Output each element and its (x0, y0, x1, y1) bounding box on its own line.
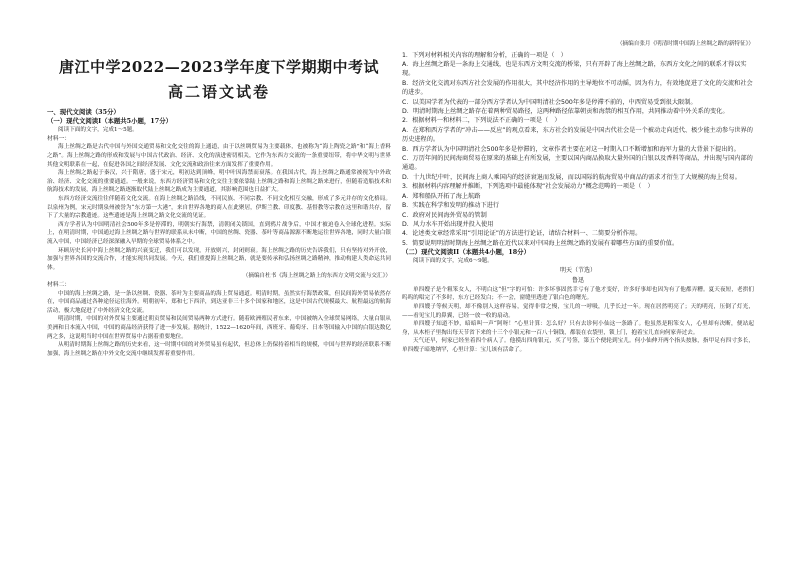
question-option: D．明清时期海上丝绸之路存在着两种贸易路径，这两种路径依靠朝贡和海禁的相互作用，共同推动着中外关系的变化。 (402, 108, 729, 116)
material2-paragraph: 从明清时期海上丝绸之路的历史来看，这一时期中国的对外贸易虽有起伏，但总体上仍保持着相当的规模，中国与世界的经济联系不断加强，海上丝绸之路在中外文化交流中继续发挥着重要作用。 (47, 342, 391, 357)
question-option: B．西方学者认为中国明清社会500年多是停滞的，文章作者主要在对这一时期入口不断增加和海军力量的大背景下提出的。 (402, 145, 740, 153)
question-option: B．实践在科学和发明的推动下进行 (402, 202, 500, 210)
material1-paragraph: 西方学者认为中国明清社会500年多是停滞的，明朝实行海禁，清朝闭关锁国，直到鸦片战争后，中国才被迫卷入全球化进程。实际上，在明清时期，中国通过海上丝绸之路与世界的联系从未中断，中国的丝绸、瓷器、茶叶等商品源源不断地运往世界各地，同时大量白银流入中国，中国经济已经深深融入早期的全球贸易体系之中。 (47, 221, 391, 245)
exam-subtitle: 高二语文试卷 (167, 83, 270, 101)
question-stem: 4．论述类文章经常采用“引用论证”的方法进行论证，请结合材料一、二简要分析作用。 (402, 230, 642, 238)
story-paragraph: 单四嫂子等候天明，却不像别人这样容易，觉得非常之慢，宝儿的一呼吸，几乎长过一年。现在居然明亮了；天的明亮，压倒了灯光，——看见宝儿的鼻翼，已经一放一收的扇动。 (402, 303, 754, 319)
instruction-text: 阅读下面的文字，完成1～5题。 (58, 127, 138, 133)
exam-title: 唐江中学2022—2023学年度下学期期中考试 (59, 58, 379, 76)
material1-paragraph: 东西方经济交流往往伴随着文化交流。在海上丝绸之路沿线，不同民族、不同宗教、不同文化相互交融，形成了多元并存的文化格局。以泉州为例，宋元时期泉州被誉为“东方第一大港”，来自世界各地的商人在此聚居，伊斯兰教、印度教、基督教等宗教在这里和谐共存，留下了大量的宗教遗迹。这些遗迹是海上丝绸之路文化交流的见证。 (47, 195, 391, 220)
left-column (47, 38, 391, 548)
question-stem: 3．根据材料内容理解并推断，下列选项中最能体现“社会发展动力”概念范畴的一项是（ ） (402, 183, 654, 191)
subsection-heading: （一）现代文阅读I（本题共5小题，17分） (47, 117, 172, 125)
question-option: A．海上丝绸之路是一条海上交通线，也是东西方文明交流的桥梁，只有开辟了海上丝绸之路，东西方文化之间的联系才得以实现。 (402, 61, 747, 78)
story-title: 明天（节选） (559, 266, 596, 274)
instruction-text: 阅读下面的文字，完成6～9题。 (413, 258, 493, 265)
material1-paragraph: 环顾历史长河中海上丝绸之路的兴衰变迁，我们可以发现，开放则兴，封闭则衰。海上丝绸之路的历史告诉我们，只有坚持对外开放，加强与世界各国的交流合作，才能实现共同发展。今天，我们重提海上丝绸之路，就是要传承和弘扬丝绸之路精神，推动构建人类命运共同体。 (47, 247, 391, 271)
question-option: C．政府对民间海外贸易的管制 (402, 211, 487, 219)
subsection-heading: （二）现代文阅读II（本题共4小题，18分） (402, 248, 530, 257)
material1-paragraph: 海上丝绸之路起于秦汉，兴于隋唐，盛于宋元，明初达到顶峰，明中叶因海禁而衰落。在我国古代，海上丝绸之路通常被视为中外政治、经济、文化交流的重要通道。一般来说，东西方经济贸易和文化交往主要依靠陆上丝绸之路和海上丝绸之路来进行，但随着造船技术和航海技术的发展，海上丝绸之路逐渐取代陆上丝绸之路成为主要通道，其影响范围也日益扩大。 (47, 170, 391, 194)
section-heading: 一、现代文阅读（35分） (47, 108, 120, 116)
question-option: D．风力水车开始出现并投入使用 (402, 220, 494, 228)
question-stem: 1．下列对材料相关内容的理解和分析，正确的一项是（ ） (402, 51, 567, 59)
question-stem: 2．根据材料一和材料二，下列说法不正确的一项是（ ） (402, 117, 561, 125)
material1-paragraph: 海上丝绸之路是古代中国与外国交通贸易和文化交往的海上通道，由于以丝绸贸易为主要载体，也被称为“海上陶瓷之路”和“海上香料之路”。海上丝绸之路的形成和发展与中国古代政治、经济、文化的演进密切相关，它作为东西方交流的一条重要纽带，将中华文明与世界其他文明联系在一起，在促进各国之间经济发展、文化交流和政治往来方面发挥了重要作用。 (47, 144, 391, 168)
question-stem: 5．简要说明明清时期海上丝绸之路在近代以来对中国海上丝绸之路的发展有着哪些方面的重要价值。 (402, 239, 679, 247)
story-paragraph: 单四嫂子是个粗笨女人，不明白这“但”字的可怕：许多坏事固然幸亏有了他才变好，许多好事却也因为有了他都弄糟。夏天夜短，老拱们呜呜的唱完了不多时，东方已经发白；不一会，窗缝里透进了银白色的曙光。 (402, 286, 754, 302)
material2-paragraph: 明清时期，中国的对外贸易主要通过朝贡贸易和民间贸易两种方式进行。随着欧洲殖民者东来，中国被纳入全球贸易网络，大量白银从美洲和日本流入中国，中国的商品经济获得了进一步发展。据统计，1522—1620年间，西班牙、葡萄牙、日本等国输入中国的白银达数亿两之多，这说明当时中国在世界贸易中占据着重要地位。 (47, 316, 391, 340)
story-author: 鲁迅 (571, 276, 584, 284)
right-column (402, 40, 754, 552)
question-option: C．万历年间的民间海商贸易在原来的基础上有所发展，主要以国内商品换取大量外国的白银以及香料等商品，并出现与国内部的通道。 (402, 155, 753, 172)
material-label: 材料二： (47, 281, 71, 288)
story-paragraph: 单四嫂子知道不妙，暗暗叫一声“阿呀！”心里计算：怎么好？只有去诊何小仙这一条路了。他虽然是粗笨女人，心里却有决断，便站起身，从木柜子里掏出每天节省下来的十三个小银元和一百八十铜钱，都装在衣袋里，锁上门，抱着宝儿直向何家奔过去。 (402, 321, 754, 336)
material2-source: （摘编自张月《明清时期中国海上丝绸之路的新特征》） (616, 41, 754, 47)
question-option: C．以美国学者为代表的一部分西方学者认为中国明清社会500年多是停滞不前的，中西贸易受到很大限制。 (402, 98, 697, 106)
story-paragraph: 天气还早，何家已经坐着四个病人了。他摸出四角银元，买了号签，第五个便轮到宝儿。何小仙伸开两个指头按脉，指甲足有四寸多长，单四嫂子暗地纳罕，心里计算：宝儿该有活命了。 (402, 338, 754, 353)
material1-source: （摘编自杜书《海上丝绸之路上的东西方文明交流与交汇》） (242, 273, 391, 280)
question-option: B．经济文化交流对东西方社会发展的作用很大，其中经济作用的主导地位不可动摇，因为有力，有效地促进了文化的交流和社会的进步。 (402, 79, 753, 97)
question-option: A．郑和船队开拓了海上航路 (402, 192, 481, 200)
question-option: D．十九世纪中叶，民间海上商人乘国内的经济衰退而发展，而以国际的航海贸易中商品的需求才衍生了大规模的海上贸易。 (402, 173, 741, 181)
material2-paragraph: 中国的海上丝绸之路，是一条以丝绸、瓷器、茶叶为主要商品的海上贸易通道。明清时期，虽然实行海禁政策，但民间海外贸易依然存在，中国商品通过各种途径运往海外。明朝初年，郑和七下西洋，到达亚非三十多个国家和地区，这是中国古代规模最大、航程最远的航海活动，极大地促进了中外经济文化交流。 (47, 290, 391, 314)
question-option: A．在郑和西方学者的“冲击——反应”的观点看来，东方社会的发展是中国古代社会是一个被动走向近代、极少能主动参与世界的历史进程的。 (402, 126, 753, 144)
material-label: 材料一： (47, 135, 71, 142)
